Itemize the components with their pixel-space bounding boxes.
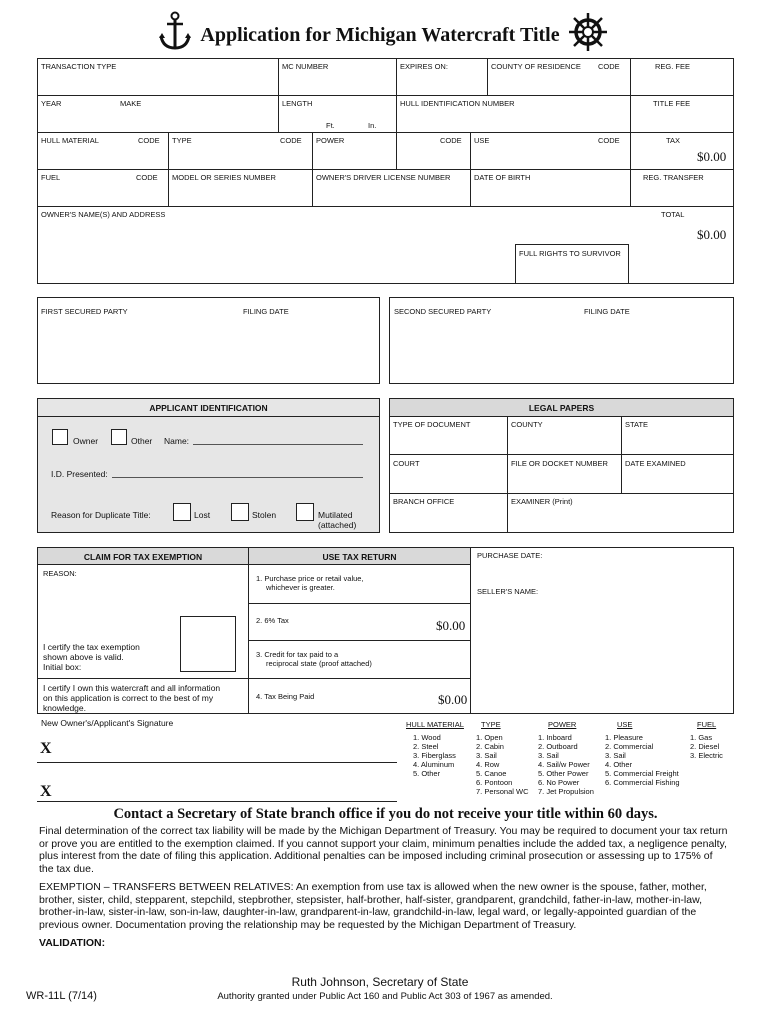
code-hull-item: 3. Fiberglass — [413, 751, 456, 760]
first-filing-date-label: FILING DATE — [243, 307, 289, 316]
code-use-item: 1. Pleasure — [605, 733, 643, 742]
second-filing-date-label: FILING DATE — [584, 307, 630, 316]
use-tax-header: USE TAX RETURN — [322, 552, 397, 562]
code-power-item: 2. Outboard — [538, 742, 578, 751]
authority-text: Authority granted under Public Act 160 and Public Act 303 of 1967 as amended. — [217, 991, 553, 1002]
certify-3: Initial box: — [43, 662, 82, 672]
code-power-item: 1. Inboard — [538, 733, 572, 742]
code-fuel-item: 3. Electric — [690, 751, 723, 760]
make-label: MAKE — [120, 99, 142, 108]
use-tax-line-3b: reciprocal state (proof attached) — [266, 659, 372, 668]
validation-label: VALIDATION: — [39, 937, 106, 949]
stolen-checkbox[interactable] — [231, 503, 249, 521]
fuel-code-label: CODE — [136, 173, 158, 182]
attached-label: (attached) — [318, 520, 357, 530]
exemption-paragraph: EXEMPTION – TRANSFERS BETWEEN RELATIVES: An exemption from use tax is allowed when the new owner is the spouse, father, mother, brother, sister, child, stepparent, stepchild, stepbrother, stepsister, half-brother, half-sister, grandparent, grandchild, father-in-law, mother-in-law, brother-in-law, sister-in-law, son-in-law, daughter-in-law, grandparent-in-law, grandchild-in-law, legal ward, or legally-appointed guardian of the previous owner. Documentation proving the relationship may be requested by the Michigan Department of Treasury. — [39, 881, 707, 931]
lost-label: Lost — [194, 510, 211, 520]
legal-papers-header: LEGAL PAPERS — [528, 403, 595, 413]
owners-name-label: OWNER'S NAME(S) AND ADDRESS — [41, 210, 166, 219]
mutilated-label: Mutilated — [318, 510, 353, 520]
code-use-item: 5. Commercial Freight — [605, 769, 679, 778]
code-hull-item: 1. Wood — [413, 733, 441, 742]
other-checkbox[interactable] — [111, 429, 127, 445]
examiner-label: EXAMINER (Print) — [511, 497, 573, 506]
hull-id-label: HULL IDENTIFICATION NUMBER — [400, 99, 515, 108]
use-tax-line-4: 4. Tax Being Paid — [256, 692, 315, 701]
legal-state-label: STATE — [625, 420, 649, 429]
code-power-item: 7. Jet Propulsion — [538, 787, 594, 796]
date-of-birth-label: DATE OF BIRTH — [474, 173, 531, 182]
signature-x-1: X — [40, 740, 52, 757]
county-residence-label: COUNTY OF RESIDENCE — [491, 62, 581, 71]
code-hull-item: 4. Aluminum — [413, 760, 455, 769]
use-code-label: CODE — [598, 136, 620, 145]
code-use-item: 6. Commercial Fishing — [605, 778, 680, 787]
total-label: TOTAL — [661, 210, 685, 219]
determination-paragraph: Final determination of the correct tax liability will be made by the Michigan Department of Treasury. You may be required to document your tax return or prove you are entitled to the exemption claimed. If you cannot support your claim, minimum penalties include the added tax, a negligence penalty, plus interest from the date of filing this application. Additional penalties can be imposed including criminal prosecution or assessing up to 175% of the tax due. — [39, 825, 728, 875]
codes-fuel-header: FUEL — [697, 720, 717, 729]
type-label: TYPE — [172, 136, 192, 145]
own-1: I certify I own this watercraft and all information — [43, 683, 221, 693]
hull-material-label: HULL MATERIAL — [41, 136, 99, 145]
code-fuel-item: 1. Gas — [690, 733, 713, 742]
claim-exemption-header: CLAIM FOR TAX EXEMPTION — [83, 552, 203, 562]
code-power-item: 4. Sail/w Power — [538, 760, 590, 769]
first-secured-label: FIRST SECURED PARTY — [41, 307, 128, 316]
title-fee-label: TITLE FEE — [653, 99, 691, 108]
type-code-label: CODE — [280, 136, 302, 145]
id-presented-label: I.D. Presented: — [51, 469, 108, 479]
date-examined-label: DATE EXAMINED — [625, 459, 686, 468]
model-label: MODEL OR SERIES NUMBER — [172, 173, 276, 182]
length-label: LENGTH — [282, 99, 313, 108]
stolen-label: Stolen — [252, 510, 277, 520]
six-percent-tax-value: $0.00 — [436, 618, 466, 633]
sellers-name-label: SELLER'S NAME: — [477, 587, 539, 596]
branch-office-label: BRANCH OFFICE — [393, 497, 455, 506]
notice-heading: Contact a Secretary of State branch office if you do not receive your title within 60 days. — [113, 806, 658, 822]
county-code-label: CODE — [598, 62, 620, 71]
tax-label: TAX — [666, 136, 681, 145]
reason-label: REASON: — [43, 569, 77, 578]
full-rights-label: FULL RIGHTS TO SURVIVOR — [519, 249, 621, 258]
code-power-item: 3. Sail — [538, 751, 559, 760]
use-tax-line-1b: whichever is greater. — [266, 583, 335, 592]
use-tax-line-3a: 3. Credit for tax paid to a — [256, 650, 339, 659]
legal-county-label: COUNTY — [511, 420, 543, 429]
power-code-label: CODE — [440, 136, 462, 145]
signature-line-1[interactable] — [37, 762, 397, 763]
tax-value: $0.00 — [697, 149, 727, 164]
owner-checkbox[interactable] — [52, 429, 68, 445]
codes-use-header: USE — [617, 720, 633, 729]
code-hull-item: 5. Other — [413, 769, 441, 778]
code-use-item: 4. Other — [605, 760, 633, 769]
own-2: on this application is correct to the best of my — [43, 693, 214, 703]
second-secured-label: SECOND SECURED PARTY — [394, 307, 492, 316]
name-input[interactable] — [193, 444, 363, 445]
applicant-id-header: APPLICANT IDENTIFICATION — [149, 403, 268, 413]
name-label: Name: — [164, 436, 190, 446]
code-type-item: 7. Personal WC — [476, 787, 529, 796]
codes-hull-header: HULL MATERIAL — [406, 720, 464, 729]
code-type-item: 5. Canoe — [476, 769, 507, 778]
expires-on-label: EXPIRES ON: — [400, 62, 448, 71]
lost-checkbox[interactable] — [173, 503, 191, 521]
total-value: $0.00 — [697, 227, 727, 242]
reason-duplicate-label: Reason for Duplicate Title: — [51, 510, 151, 520]
code-type-item: 3. Sail — [476, 751, 497, 760]
power-label: POWER — [316, 136, 345, 145]
ship-wheel-icon — [568, 12, 608, 52]
docket-label: FILE OR DOCKET NUMBER — [511, 459, 608, 468]
type-document-label: TYPE OF DOCUMENT — [393, 420, 471, 429]
reg-transfer-label: REG. TRANSFER — [643, 173, 704, 182]
transaction-type-label: TRANSACTION TYPE — [41, 62, 117, 71]
purchase-date-label: PURCHASE DATE: — [477, 551, 543, 560]
codes-type-header: TYPE — [481, 720, 501, 729]
mutilated-checkbox[interactable] — [296, 503, 314, 521]
court-label: COURT — [393, 459, 420, 468]
code-use-item: 3. Sail — [605, 751, 626, 760]
page-title: Application for Michigan Watercraft Title — [200, 24, 560, 46]
purchase-box[interactable] — [470, 547, 734, 714]
anchor-icon — [158, 11, 192, 51]
code-type-item: 4. Row — [476, 760, 500, 769]
certify-2: shown above is valid. — [43, 652, 124, 662]
use-tax-line-1a: 1. Purchase price or retail value, — [256, 574, 364, 583]
fuel-label: FUEL — [41, 173, 61, 182]
code-fuel-item: 2. Diesel — [690, 742, 720, 751]
reg-fee-label: REG. FEE — [655, 62, 691, 71]
code-power-item: 6. No Power — [538, 778, 580, 787]
use-tax-line-2: 2. 6% Tax — [256, 616, 289, 625]
code-type-item: 6. Pontoon — [476, 778, 513, 787]
in-label: In. — [368, 121, 377, 130]
initial-box[interactable] — [180, 616, 236, 672]
signature-line-2[interactable] — [37, 801, 397, 802]
own-3: knowledge. — [43, 703, 87, 713]
use-label: USE — [474, 136, 490, 145]
other-label: Other — [131, 436, 153, 446]
tax-being-paid-value: $0.00 — [438, 692, 468, 707]
code-use-item: 2. Commercial — [605, 742, 654, 751]
ft-label: Ft. — [326, 121, 335, 130]
hull-code-label: CODE — [138, 136, 160, 145]
code-power-item: 5. Other Power — [538, 769, 589, 778]
signature-x-2: X — [40, 783, 52, 800]
driver-license-label: OWNER'S DRIVER LICENSE NUMBER — [316, 173, 451, 182]
codes-power-header: POWER — [548, 720, 577, 729]
code-hull-item: 2. Steel — [413, 742, 439, 751]
year-label: YEAR — [41, 99, 62, 108]
mc-number-label: MC NUMBER — [282, 62, 329, 71]
form-number: WR-11L (7/14) — [26, 990, 97, 1002]
certify-1: I certify the tax exemption — [43, 642, 140, 652]
code-type-item: 1. Open — [476, 733, 503, 742]
id-presented-input[interactable] — [112, 477, 363, 478]
secretary-name: Ruth Johnson, Secretary of State — [291, 975, 469, 989]
code-type-item: 2. Cabin — [476, 742, 504, 751]
owner-label: Owner — [73, 436, 99, 446]
signature-label: New Owner's/Applicant's Signature — [41, 718, 174, 728]
